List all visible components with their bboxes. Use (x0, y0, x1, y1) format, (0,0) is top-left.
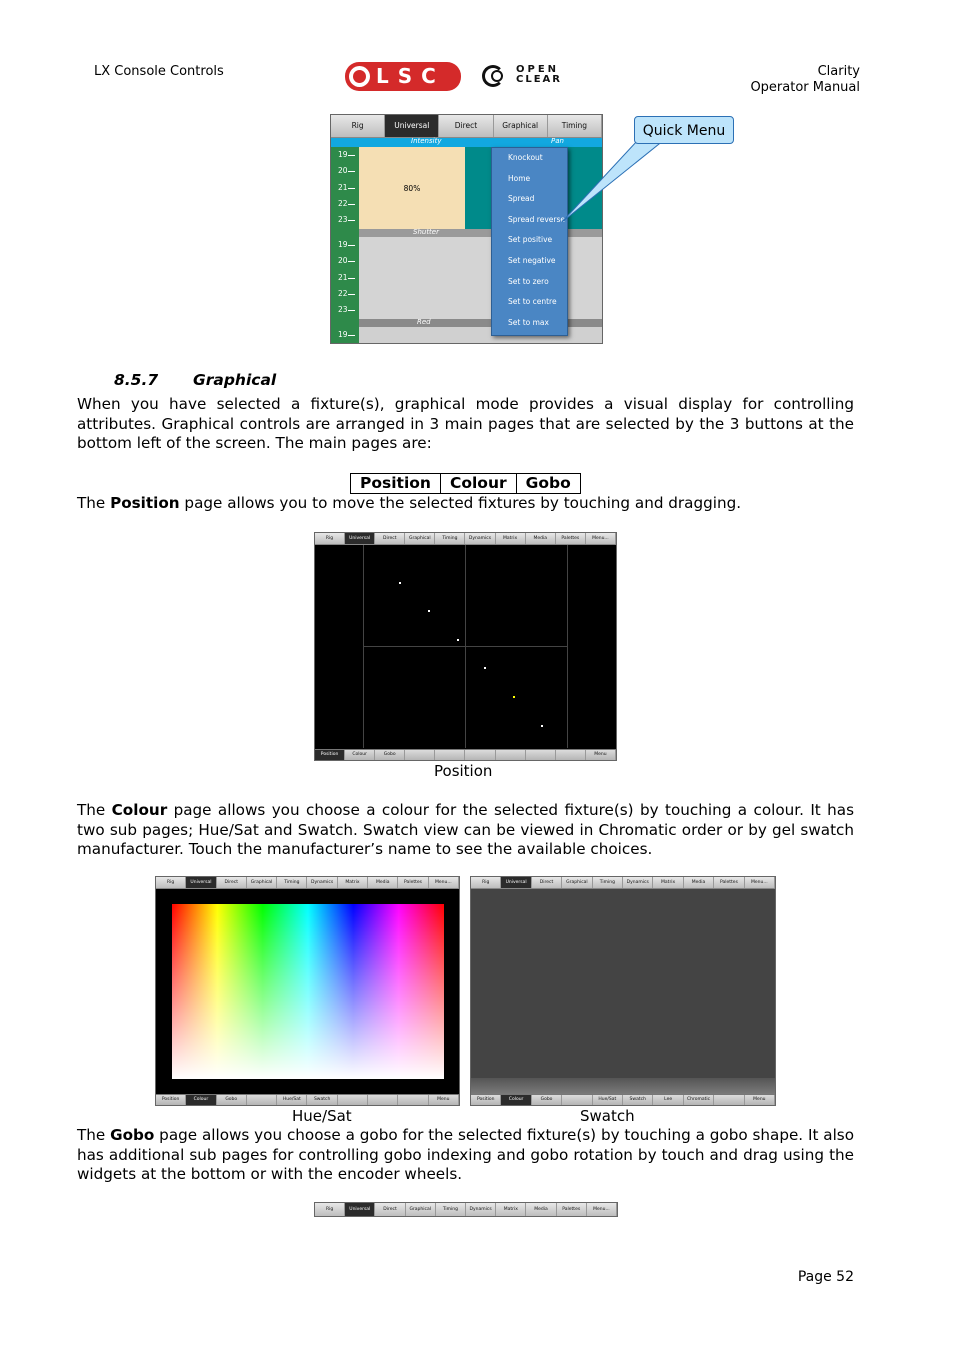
header-right (750, 64, 860, 96)
intro-paragraph: When you have selected a fixture(s), graphical mode provides a visual display for controlling attributes. Graphical controls are arranged in 3 main pages that are selected by the 3 buttons at the bottom left of the screen. The main pages are: (77, 395, 854, 452)
position-screenshot (314, 532, 617, 761)
pos-prefix: The (77, 494, 111, 512)
fixture-dot[interactable] (541, 725, 543, 727)
position-tab-2[interactable]: Direct (375, 533, 405, 544)
quick-menu-item[interactable]: Set to max (508, 317, 549, 327)
position-bottom-tab-4[interactable] (435, 750, 465, 760)
gobo-bold: Gobo (110, 1126, 155, 1144)
channel-number: 23 (331, 212, 359, 228)
swatch-bottom-tab-5[interactable]: Swatch (623, 1095, 653, 1105)
gobo-tab-9[interactable]: Menu... (587, 1203, 617, 1216)
channel-number: 21 (331, 270, 359, 286)
page-buttons (350, 473, 581, 494)
quick-menu-item[interactable]: Home (508, 173, 531, 183)
huesat-tab-5[interactable]: Dynamics (307, 877, 337, 888)
position-bottom-tab-2[interactable]: Gobo (375, 750, 405, 760)
position-bottom-bar (315, 749, 616, 760)
quick-menu (491, 147, 568, 336)
fixture-dot[interactable] (457, 639, 459, 641)
lsc-logo (345, 62, 461, 91)
swatch-tab-4[interactable]: Timing (593, 877, 623, 888)
position-bottom-tab-0[interactable]: Position (315, 750, 345, 760)
section-number: 8.5.7 (114, 371, 159, 389)
swatch-bottom-tab-0[interactable]: Position (471, 1095, 501, 1105)
screen1-tab-2[interactable]: Direct (439, 115, 493, 137)
pos-suffix: page allows you to move the selected fixtures by touching and dragging. (179, 494, 742, 512)
huesat-bottom-tab-4[interactable]: Hue/Sat (277, 1095, 307, 1105)
swatch-tab-9[interactable]: Menu... (745, 877, 775, 888)
col-suffix: page allows you choose a colour for the selected fixture(s) by touching a colour. It has two sub pages; Hue/Sat and Swatch. Swatch view can be viewed in Chromatic order or by gel swatch manufacturer. Touch the manufacturer’s name to see the available choices. (77, 801, 855, 858)
channel-number: 22 (331, 196, 359, 212)
swatch-tab-7[interactable]: Media (684, 877, 714, 888)
position-tab-9[interactable]: Menu... (586, 533, 616, 544)
intensity-value-cell[interactable] (359, 147, 465, 229)
swatch-tab-6[interactable]: Matrix (653, 877, 683, 888)
swatch-tab-5[interactable]: Dynamics (623, 877, 653, 888)
swatch-tab-1[interactable]: Universal (501, 877, 531, 888)
swatch-tab-3[interactable]: Graphical (562, 877, 592, 888)
swatch-tab-0[interactable]: Rig (471, 877, 501, 888)
quick-menu-callout: Quick Menu (634, 116, 734, 144)
huesat-tab-0[interactable]: Rig (156, 877, 186, 888)
position-bottom-tab-7[interactable] (526, 750, 556, 760)
position-bottom-tab-5[interactable] (465, 750, 495, 760)
channel-column-bot (331, 327, 359, 344)
huesat-bottom-tab-9[interactable]: Menu (429, 1095, 459, 1105)
gobo-screenshot (314, 1202, 618, 1217)
huesat-tab-4[interactable]: Timing (277, 877, 307, 888)
header-product: Clarity (817, 64, 860, 79)
section-title: Graphical (193, 371, 277, 389)
page-number: Page 52 (797, 1269, 854, 1285)
gobo-tab-7[interactable]: Media (526, 1203, 556, 1216)
fixture-dot[interactable] (428, 610, 430, 612)
channel-number: 21 (331, 180, 359, 196)
shutter-label: Shutter (413, 228, 439, 236)
swatch-bottom-tab-4[interactable]: Hue/Sat (593, 1095, 623, 1105)
channel-number: 23 (331, 302, 359, 318)
fixture-dot[interactable] (399, 582, 401, 584)
quick-menu-item[interactable]: Spread (508, 194, 535, 204)
swatch-bottom-tab-3[interactable] (562, 1095, 592, 1105)
gobo-tab-2[interactable]: Direct (375, 1203, 405, 1216)
huesat-tab-9[interactable]: Menu... (429, 877, 459, 888)
open-clear-text-bottom: CLEAR (516, 74, 562, 85)
lsc-logo-text: LSC (376, 64, 445, 88)
quick-menu-item[interactable]: Set to centre (508, 297, 557, 307)
position-bottom-tab-8[interactable] (556, 750, 586, 760)
col-prefix: The (77, 801, 112, 819)
position-bottom-tab-9[interactable]: Menu (586, 750, 616, 760)
gobo-tab-4[interactable]: Timing (436, 1203, 466, 1216)
gobo-prefix: The (77, 1126, 111, 1144)
swatch-bottom-tab-9[interactable]: Menu (745, 1095, 775, 1105)
position-tab-7[interactable]: Media (526, 533, 556, 544)
page-button-position: Position (351, 474, 441, 493)
swatch-caption: Swatch (580, 1107, 635, 1125)
open-clear-logo (482, 64, 578, 90)
position-tab-4[interactable]: Timing (435, 533, 465, 544)
huesat-bottom-tab-3[interactable] (247, 1095, 277, 1105)
fixture-dot[interactable] (513, 696, 515, 698)
channel-number: 19 (331, 147, 359, 163)
open-clear-text-top: OPEN (516, 64, 560, 75)
gobo-paragraph (77, 1126, 854, 1185)
screen1-tab-1[interactable]: Universal (385, 115, 439, 137)
position-bottom-tab-3[interactable] (405, 750, 435, 760)
huesat-tabbar (156, 877, 459, 889)
pos-bold: Position (110, 494, 180, 512)
channel-number: 19 (331, 327, 359, 343)
huesat-bottom-tab-7[interactable] (368, 1095, 398, 1105)
header-left: LX Console Controls (94, 64, 224, 79)
position-tab-8[interactable]: Palettes (556, 533, 586, 544)
swatch-bottom-tab-1[interactable]: Colour (501, 1095, 531, 1105)
swatch-bottom-bar (471, 1094, 775, 1105)
quick-menu-item[interactable]: Set positive (508, 235, 553, 245)
gobo-tab-1[interactable]: Universal (345, 1203, 375, 1216)
huesat-screenshot (155, 876, 460, 1106)
quick-menu-item[interactable]: Spread reverse (508, 214, 565, 224)
position-tab-0[interactable]: Rig (315, 533, 345, 544)
huesat-bottom-tab-0[interactable]: Position (156, 1095, 186, 1105)
huesat-bottom-tab-6[interactable] (338, 1095, 368, 1105)
position-caption: Position (434, 762, 493, 780)
fixture-dot[interactable] (484, 667, 486, 669)
swatch-bottom-tab-7[interactable]: Chromatic (684, 1095, 714, 1105)
huesat-bottom-bar (156, 1094, 459, 1105)
header-doc: Operator Manual (750, 80, 860, 95)
swatch-tab-8[interactable]: Palettes (714, 877, 744, 888)
red-label: Red (417, 318, 431, 326)
page-button-colour: Colour (441, 474, 517, 493)
page-button-gobo: Gobo (525, 474, 571, 492)
position-paragraph (77, 494, 854, 514)
gobo-tab-0[interactable]: Rig (315, 1203, 345, 1216)
position-tab-3[interactable]: Graphical (405, 533, 435, 544)
huesat-bottom-tab-8[interactable] (398, 1095, 428, 1105)
gobo-suffix: page allows you choose a gobo for the selected fixture(s) by touching a gobo shape. It also has additional sub pages for controlling gobo indexing and gobo rotation by touch and drag using the widgets at the bottom or with the encoder wheels. (77, 1126, 855, 1183)
swatch-screenshot (470, 876, 776, 1106)
channel-number: 22 (331, 286, 359, 302)
huesat-bottom-tab-2[interactable]: Gobo (217, 1095, 247, 1105)
gobo-tab-8[interactable]: Palettes (557, 1203, 587, 1216)
swatch-grid[interactable] (472, 889, 774, 901)
swatch-tabbar (471, 877, 775, 889)
screen1-tabbar (331, 115, 602, 138)
gobo-tab-3[interactable]: Graphical (406, 1203, 436, 1216)
huesat-tab-3[interactable]: Graphical (247, 877, 277, 888)
quick-menu-item[interactable]: Set to zero (508, 276, 549, 286)
huesat-tab-2[interactable]: Direct (217, 877, 247, 888)
screen1-tab-4[interactable]: Timing (548, 115, 602, 137)
callout-pointer (560, 140, 680, 230)
position-tab-6[interactable]: Matrix (496, 533, 526, 544)
huesat-caption: Hue/Sat (292, 1107, 352, 1125)
huesat-bottom-tab-1[interactable]: Colour (186, 1095, 216, 1105)
channel-number: 19 (331, 237, 359, 253)
position-tab-5[interactable]: Dynamics (465, 533, 495, 544)
swatch-bottom-tab-2[interactable]: Gobo (532, 1095, 562, 1105)
position-bottom-tab-6[interactable] (496, 750, 526, 760)
channel-column-mid (331, 237, 359, 319)
channel-number: 20 (331, 253, 359, 269)
intensity-label: Intensity (411, 137, 442, 145)
position-bottom-tab-1[interactable]: Colour (345, 750, 375, 760)
position-grid[interactable] (363, 545, 568, 748)
hue-sat-picker[interactable] (172, 904, 444, 1079)
screen1-tab-3[interactable]: Graphical (494, 115, 548, 137)
swatch-bottom-tab-6[interactable]: Lee (653, 1095, 683, 1105)
swatch-bottom-tab-8[interactable] (714, 1095, 744, 1105)
gobo-tab-6[interactable]: Matrix (496, 1203, 526, 1216)
screen1-tab-0[interactable]: Rig (331, 115, 385, 137)
position-tabbar (315, 533, 616, 545)
huesat-tab-8[interactable]: Palettes (398, 877, 428, 888)
channel-column-top (331, 147, 359, 229)
col-bold: Colour (111, 801, 168, 819)
quick-menu-item[interactable]: Set negative (508, 255, 556, 265)
quick-menu-item[interactable]: Knockout (508, 153, 543, 162)
huesat-bottom-tab-5[interactable]: Swatch (307, 1095, 337, 1105)
huesat-tab-7[interactable]: Media (368, 877, 398, 888)
huesat-tab-6[interactable]: Matrix (338, 877, 368, 888)
huesat-tab-1[interactable]: Universal (186, 877, 216, 888)
pan-label: Pan (551, 137, 564, 145)
colour-paragraph (77, 801, 854, 860)
swatch-tab-2[interactable]: Direct (532, 877, 562, 888)
gobo-tabbar (315, 1203, 617, 1217)
gobo-tab-5[interactable]: Dynamics (466, 1203, 496, 1216)
position-tab-1[interactable]: Universal (345, 533, 375, 544)
channel-number: 20 (331, 163, 359, 179)
intensity-value: 80% (403, 184, 421, 193)
